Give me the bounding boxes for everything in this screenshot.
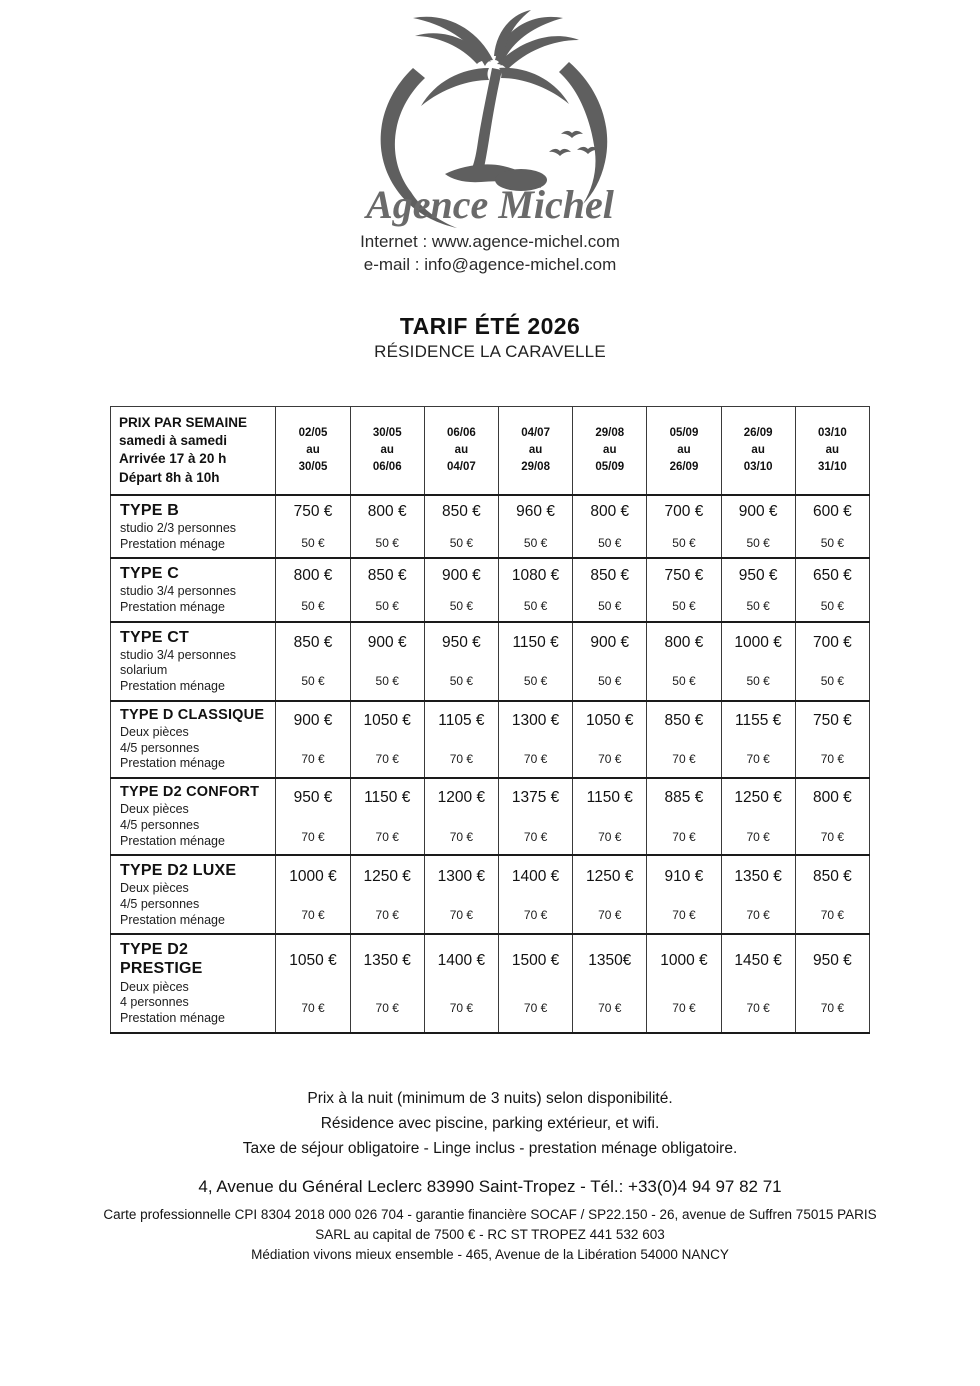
cleaning-value: 50 € (598, 535, 622, 550)
price-value: 900 € (590, 634, 630, 652)
price-value: 850 € (664, 712, 704, 730)
price-value: 1150 € (586, 789, 633, 807)
cleaning-value: 70 € (449, 752, 474, 767)
cleaning-value: 70 € (301, 752, 325, 767)
price-value: 750 € (812, 712, 852, 730)
logo-wordmark: Agence Michel (366, 182, 614, 227)
period-start: 30/05 (372, 427, 402, 440)
price-value: 800 € (664, 634, 704, 652)
price-cell (795, 701, 869, 778)
category-desc: 4 personnes (120, 995, 189, 1010)
price-cell (498, 701, 572, 778)
cleaning-label: Prestation ménage (120, 756, 225, 771)
period-end: 31/10 (817, 460, 847, 473)
cleaning-value: 70 € (746, 829, 770, 844)
price-cell (276, 855, 350, 934)
page-subtitle: RÉSIDENCE LA CARAVELLE (374, 341, 606, 361)
cleaning-value: 70 € (375, 752, 399, 767)
cleaning-value: 70 € (746, 1000, 770, 1015)
price-value: 950 € (441, 634, 481, 652)
table-row (111, 701, 870, 778)
header-price-info (111, 406, 276, 494)
period-start: 29/08 (595, 427, 625, 440)
cleaning-value: 70 € (598, 752, 622, 767)
price-cell (795, 855, 869, 934)
cleaning-value: 70 € (672, 907, 696, 922)
price-value: 900 € (738, 503, 778, 521)
price-cell (573, 622, 647, 701)
period-header (795, 406, 869, 494)
category-desc: studio 3/4 personnes (120, 584, 237, 599)
period-end: 06/06 (372, 460, 402, 473)
price-value: 800 € (590, 503, 630, 521)
price-cell (498, 558, 572, 621)
cleaning-value: 50 € (598, 599, 622, 614)
period-sep: au (677, 443, 691, 456)
period-header (647, 406, 721, 494)
price-value: 1050 € (363, 712, 411, 730)
cleaning-value: 50 € (449, 674, 474, 689)
cleaning-label: Prestation ménage (120, 536, 225, 551)
price-cell (795, 934, 869, 1032)
price-cell (424, 778, 498, 855)
cleaning-value: 50 € (523, 599, 548, 614)
price-cell (721, 855, 795, 934)
cleaning-value: 50 € (449, 599, 474, 614)
table-row (111, 495, 870, 558)
price-cell (647, 495, 721, 558)
table-row (111, 778, 870, 855)
price-cell (350, 855, 424, 934)
cleaning-value: 50 € (375, 674, 399, 689)
price-value: 1080 € (511, 566, 560, 584)
price-cell (424, 558, 498, 621)
cleaning-label: Prestation ménage (120, 600, 225, 614)
price-value: 960 € (516, 503, 555, 521)
price-cell (647, 778, 721, 855)
legal-line: Médiation vivons mieux ensemble - 465, Avenue de la Libération 54000 NANCY (251, 1247, 729, 1263)
price-value: 850 € (293, 634, 333, 652)
price-cell (721, 701, 795, 778)
note-line: Taxe de séjour obligatoire - Linge inclus - prestation ménage obligatoire. (242, 1139, 738, 1157)
period-sep: au (380, 443, 394, 456)
cleaning-value: 70 € (746, 752, 770, 767)
category-name: TYPE D2 PRESTIGE (120, 941, 203, 978)
price-value: 1000 € (734, 634, 782, 652)
price-cell (573, 778, 647, 855)
legal-block (0, 1205, 980, 1266)
cleaning-value: 70 € (820, 1000, 845, 1015)
category-name: TYPE B (120, 501, 179, 519)
price-value: 1350 € (734, 867, 782, 885)
agency-address: 4, Avenue du Général Leclerc 83990 Saint-Tropez - Tél.: +33(0)4 94 97 82 71 (198, 1176, 782, 1196)
price-cell (498, 622, 572, 701)
price-value: 1400 € (437, 952, 486, 970)
category-name: TYPE D2 LUXE (120, 862, 237, 880)
cleaning-value: 70 € (375, 829, 399, 844)
cleaning-label: Prestation ménage (120, 679, 225, 694)
price-cell (573, 701, 647, 778)
period-sep: au (454, 443, 469, 456)
period-end: 30/05 (298, 460, 328, 473)
price-cell (424, 855, 498, 934)
price-value: 1150 € (364, 789, 411, 807)
cleaning-value: 70 € (301, 829, 325, 844)
price-cell (721, 934, 795, 1032)
period-sep: au (751, 443, 765, 456)
price-value: 700 € (812, 634, 852, 652)
price-value: 1155 € (735, 712, 782, 730)
price-cell (276, 622, 350, 701)
price-value: 850 € (367, 566, 407, 584)
price-value: 800 € (293, 566, 333, 584)
cleaning-value: 70 € (449, 829, 474, 844)
cleaning-value: 70 € (598, 907, 622, 922)
cleaning-value: 50 € (375, 535, 399, 550)
price-cell (647, 701, 721, 778)
price-cell (276, 934, 350, 1032)
tarif-table (110, 406, 870, 1034)
price-value: 600 € (812, 503, 852, 521)
cleaning-value: 70 € (375, 907, 399, 922)
category-name: TYPE D2 CONFORT (120, 783, 260, 800)
period-header (424, 406, 498, 494)
period-header (498, 406, 572, 494)
cleaning-value: 70 € (375, 1000, 399, 1015)
price-cell (498, 495, 572, 558)
category-desc: solarium (120, 663, 168, 678)
category-desc: Deux pièces (120, 725, 189, 740)
row-label (111, 778, 276, 855)
category-name: TYPE CT (120, 628, 189, 646)
price-value: 1375 € (511, 789, 560, 807)
cleaning-value: 50 € (820, 535, 845, 550)
category-name: TYPE D CLASSIQUE (120, 706, 265, 723)
period-start: 26/09 (743, 427, 773, 440)
category-desc: studio 3/4 personnes (120, 647, 237, 662)
cleaning-value: 70 € (672, 752, 696, 767)
cleaning-value: 50 € (301, 535, 325, 550)
price-value: 1400 € (511, 867, 560, 885)
period-sep: au (306, 443, 320, 456)
category-desc: 4/5 personnes (120, 897, 200, 912)
legal-line: SARL au capital de 7500 € - RC ST TROPEZ 441 532 603 (315, 1227, 665, 1243)
cleaning-value: 50 € (746, 535, 770, 550)
note-line: Prix à la nuit (minimum de 3 nuits) selon disponibilité. (307, 1089, 673, 1107)
price-cell (573, 855, 647, 934)
price-cell (721, 622, 795, 701)
cleaning-value: 50 € (820, 599, 845, 614)
price-cell (647, 622, 721, 701)
price-cell (424, 495, 498, 558)
table-row (111, 558, 870, 621)
price-value: 850 € (590, 566, 630, 584)
price-cell (350, 622, 424, 701)
price-value: 1500 € (511, 952, 560, 970)
price-value: 1050 € (586, 712, 634, 730)
category-desc: Deux pièces (120, 881, 189, 896)
price-value: 910 € (664, 867, 704, 885)
row-label (111, 558, 276, 621)
category-name: TYPE C (120, 565, 179, 583)
cleaning-value: 70 € (523, 1000, 548, 1015)
price-cell (498, 855, 572, 934)
period-start: 05/09 (669, 427, 699, 440)
period-end: 04/07 (447, 460, 476, 473)
row-label (111, 934, 276, 1032)
period-end: 05/09 (595, 460, 625, 473)
price-value: 1250 € (734, 789, 782, 807)
price-cell (647, 855, 721, 934)
cleaning-value: 70 € (449, 1000, 474, 1015)
cleaning-value: 50 € (523, 674, 548, 689)
cleaning-value: 70 € (523, 829, 548, 844)
price-value: 1050 € (289, 952, 337, 970)
cleaning-label: Prestation ménage (120, 912, 225, 927)
table-row (111, 934, 870, 1032)
price-cell (721, 778, 795, 855)
price-cell (424, 622, 498, 701)
category-desc: Deux pièces (120, 802, 189, 817)
price-value: 900 € (441, 566, 481, 584)
price-value: 1350 € (363, 952, 411, 970)
cleaning-value: 50 € (598, 674, 622, 689)
price-value: 1200 € (437, 789, 486, 807)
price-cell (276, 778, 350, 855)
price-cell (795, 622, 869, 701)
category-desc: Deux pièces (120, 979, 189, 994)
cleaning-value: 70 € (523, 907, 548, 922)
row-label (111, 855, 276, 934)
price-cell (424, 934, 498, 1032)
price-value: 750 € (664, 566, 704, 584)
page-title: TARIF ÉTÉ 2026 (399, 312, 581, 339)
period-sep: au (603, 443, 617, 456)
price-value: 900 € (293, 712, 333, 730)
cleaning-value: 70 € (746, 907, 770, 922)
period-start: 02/05 (298, 427, 328, 440)
price-cell (276, 558, 350, 621)
price-cell (647, 934, 721, 1032)
price-cell (573, 934, 647, 1032)
period-start: 03/10 (817, 427, 847, 440)
period-header (276, 406, 350, 494)
cleaning-value: 70 € (449, 907, 474, 922)
header-line-1: PRIX PAR SEMAINE (119, 414, 248, 430)
row-label (111, 622, 276, 701)
cleaning-value: 50 € (820, 674, 845, 689)
price-value: 1150 € (512, 634, 559, 652)
logo-block (0, 0, 980, 235)
period-end: 03/10 (743, 460, 773, 473)
price-value: 1350€ (588, 952, 632, 970)
cleaning-value: 50 € (672, 674, 696, 689)
period-header (350, 406, 424, 494)
cleaning-value: 50 € (375, 599, 399, 614)
price-value: 1000 € (660, 952, 708, 970)
price-cell (350, 701, 424, 778)
price-value: 800 € (812, 789, 852, 807)
period-start: 06/06 (447, 427, 476, 440)
price-cell (795, 495, 869, 558)
period-end: 26/09 (669, 460, 699, 473)
price-cell (573, 495, 647, 558)
contact-block (0, 231, 980, 277)
price-value: 1250 € (363, 867, 411, 885)
note-line: Résidence avec piscine, parking extérieur, et wifi. (320, 1114, 660, 1132)
category-desc: studio 2/3 personnes (120, 520, 237, 535)
price-value: 1105 € (438, 712, 485, 730)
price-cell (424, 701, 498, 778)
price-cell (350, 934, 424, 1032)
price-cell (350, 495, 424, 558)
price-value: 700 € (664, 503, 704, 521)
price-value: 850 € (812, 867, 852, 885)
header-line-4: Départ 8h à 10h (119, 469, 220, 485)
price-value: 1000 € (289, 867, 337, 885)
price-value: 1450 € (734, 952, 782, 970)
price-value: 800 € (367, 503, 407, 521)
cleaning-value: 50 € (746, 599, 770, 614)
period-sep: au (825, 443, 840, 456)
price-value: 950 € (812, 952, 852, 970)
row-label (111, 495, 276, 558)
tarif-table-wrap (0, 406, 980, 1034)
row-label (111, 701, 276, 778)
price-value: 650 € (812, 566, 852, 584)
price-cell (721, 495, 795, 558)
cleaning-value: 70 € (598, 1000, 622, 1015)
palm-tree-icon (325, 10, 655, 235)
email-line: e-mail : info@agence-michel.com (363, 254, 617, 274)
price-cell (573, 558, 647, 621)
period-end: 29/08 (521, 460, 550, 473)
header-line-3: Arrivée 17 à 20 h (119, 451, 227, 467)
category-desc: 4/5 personnes (120, 740, 200, 755)
cleaning-value: 50 € (672, 535, 696, 550)
period-header (573, 406, 647, 494)
price-cell (350, 558, 424, 621)
cleaning-value: 70 € (598, 829, 622, 844)
cleaning-value: 50 € (672, 599, 696, 614)
table-row (111, 855, 870, 934)
price-cell (795, 558, 869, 621)
header-line-2: samedi à samedi (119, 433, 228, 449)
cleaning-label: Prestation ménage (120, 833, 225, 848)
price-cell (498, 778, 572, 855)
category-desc: 4/5 personnes (120, 817, 200, 832)
table-row (111, 622, 870, 701)
cleaning-value: 70 € (820, 907, 845, 922)
price-cell (498, 934, 572, 1032)
title-block (0, 313, 980, 362)
cleaning-value: 70 € (672, 1000, 696, 1015)
price-cell (350, 778, 424, 855)
cleaning-value: 70 € (301, 907, 325, 922)
period-header (721, 406, 795, 494)
price-cell (276, 701, 350, 778)
legal-line: Carte professionnelle CPI 8304 2018 000 026 704 - garantie financière SOCAF / SP22.150 - 26, avenue de Suffren 75015 PARIS (103, 1206, 877, 1222)
price-cell (721, 558, 795, 621)
cleaning-value: 70 € (820, 752, 845, 767)
price-value: 885 € (664, 789, 704, 807)
cleaning-value: 70 € (523, 752, 548, 767)
cleaning-value: 50 € (523, 535, 548, 550)
cleaning-value: 50 € (301, 599, 325, 614)
price-value: 1250 € (586, 867, 634, 885)
price-cell (276, 495, 350, 558)
table-header-row (111, 406, 870, 494)
period-start: 04/07 (521, 427, 550, 440)
price-value: 850 € (441, 503, 481, 521)
notes-block (0, 1086, 980, 1161)
cleaning-value: 50 € (449, 535, 474, 550)
period-sep: au (528, 443, 543, 456)
cleaning-label: Prestation ménage (120, 1010, 225, 1025)
price-cell (647, 558, 721, 621)
cleaning-value: 50 € (746, 674, 770, 689)
cleaning-value: 70 € (301, 1000, 325, 1015)
price-value: 950 € (293, 789, 333, 807)
website-line: Internet : www.agence-michel.com (360, 232, 620, 251)
cleaning-value: 70 € (672, 829, 696, 844)
price-value: 1300 € (511, 712, 560, 730)
price-value: 950 € (738, 566, 778, 584)
cleaning-value: 50 € (301, 674, 325, 689)
price-value: 750 € (293, 503, 333, 521)
price-value: 900 € (367, 634, 407, 652)
cleaning-value: 70 € (820, 829, 845, 844)
price-value: 1300 € (437, 867, 486, 885)
price-cell (795, 778, 869, 855)
